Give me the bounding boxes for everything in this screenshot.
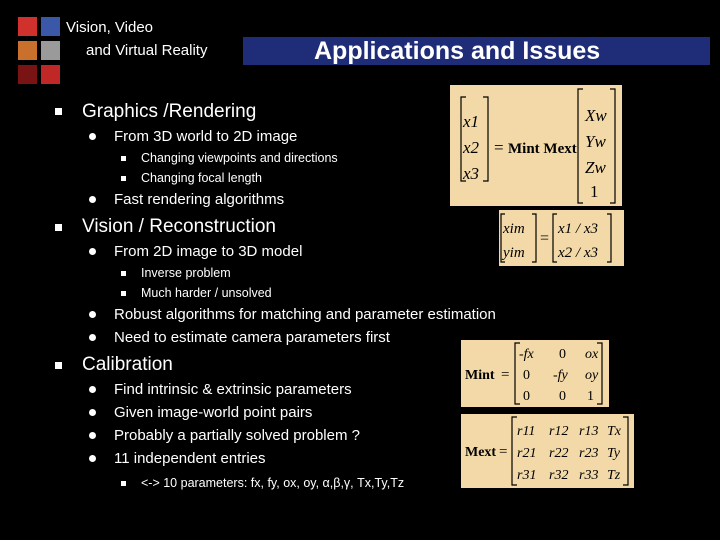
bullet-marker	[89, 248, 96, 255]
list-item: Probably a partially solved problem ?	[114, 427, 360, 444]
matrix-product: Mint Mext	[508, 141, 577, 157]
bullet-marker	[89, 334, 96, 341]
section-heading: Graphics /Rendering	[82, 101, 257, 122]
logo-square	[18, 65, 37, 84]
matrix-cell: -fy	[553, 368, 568, 383]
sub-item: Much harder / unsolved	[141, 286, 272, 300]
bullet-marker	[89, 432, 96, 439]
list-item: Robust algorithms for matching and parameter estimation	[114, 306, 496, 323]
lhs-entry: xim	[503, 221, 525, 237]
rhs-entry: x2 / x3	[558, 245, 598, 261]
logo-square	[41, 65, 60, 84]
matrix-cell: 1	[587, 389, 594, 404]
matrix-cell: r31	[517, 468, 537, 483]
intrinsic-matrix	[461, 340, 609, 407]
list-item: From 2D image to 3D model	[114, 243, 303, 260]
matrix-name: Mint	[465, 368, 495, 383]
projection-equation	[450, 85, 622, 206]
section-heading: Calibration	[82, 354, 173, 375]
matrix-cell: r23	[579, 446, 599, 461]
course-title-line1: Vision, Video	[66, 19, 154, 36]
matrix-cell: 0	[523, 368, 530, 383]
rhs-entry: 1	[590, 182, 599, 201]
bullet-marker	[121, 481, 126, 486]
rhs-entry: Zw	[585, 158, 606, 177]
list-item: Find intrinsic & extrinsic parameters	[114, 381, 352, 398]
matrix-cell: 0	[559, 389, 566, 404]
sub-item: Changing focal length	[141, 171, 262, 185]
list-item: Need to estimate camera parameters first	[114, 329, 390, 346]
lhs-entry: x3	[463, 164, 480, 183]
image-coords-equation	[499, 210, 624, 266]
course-title-line2: and Virtual Reality	[86, 42, 208, 59]
matrix-cell: r32	[549, 468, 569, 483]
bullet-marker	[121, 291, 126, 296]
bullet-marker	[55, 108, 62, 115]
bullet-marker	[121, 176, 126, 181]
bullet-marker	[89, 133, 96, 140]
sub-item: Changing viewpoints and directions	[141, 151, 338, 165]
svg-text:=: =	[499, 444, 508, 460]
rhs-entry: Xw	[585, 106, 607, 125]
matrix-name: Mext	[465, 445, 497, 460]
matrix-cell: Tz	[607, 468, 621, 483]
matrix-cell: r22	[549, 446, 569, 461]
bullet-marker	[55, 224, 62, 231]
extrinsic-matrix	[461, 414, 634, 488]
rhs-entry: Yw	[585, 132, 606, 151]
list-item: Fast rendering algorithms	[114, 191, 285, 208]
matrix-cell: -fx	[519, 347, 534, 362]
rhs-entry: x1 / x3	[558, 221, 598, 237]
list-item: 11 independent entries	[114, 450, 266, 467]
list-item: From 3D world to 2D image	[114, 128, 298, 145]
lhs-entry: yim	[503, 245, 525, 261]
matrix-cell: r33	[579, 468, 599, 483]
matrix-cell: r21	[517, 446, 537, 461]
svg-text:=: =	[501, 367, 510, 383]
matrix-cell: r11	[517, 424, 536, 439]
bullet-marker	[89, 386, 96, 393]
sub-item: Inverse problem	[141, 266, 231, 280]
bullet-marker	[89, 311, 96, 318]
matrix-cell: r13	[579, 424, 599, 439]
bullet-marker	[89, 455, 96, 462]
sub-item: <-> 10 parameters: fx, fy, ox, oy, α,β,γ, Tx,Ty,Tz	[141, 476, 405, 490]
svg-text:=: =	[540, 230, 550, 247]
logo-square	[18, 41, 37, 60]
bullet-marker	[89, 409, 96, 416]
bullet-marker	[55, 362, 62, 369]
lhs-entry: x1	[463, 112, 480, 131]
logo-square	[18, 17, 37, 36]
matrix-cell: 0	[559, 347, 566, 362]
slide-title: Applications and Issues	[314, 37, 601, 65]
list-item: Given image-world point pairs	[114, 404, 313, 421]
matrix-cell: Tx	[607, 424, 621, 439]
matrix-cell: oy	[585, 368, 599, 383]
section-heading: Vision / Reconstruction	[82, 216, 276, 237]
bullet-marker	[121, 156, 126, 161]
lhs-entry: x2	[463, 138, 480, 157]
matrix-cell: Ty	[607, 446, 620, 461]
matrix-cell: r12	[549, 424, 569, 439]
logo-square	[41, 41, 60, 60]
bullet-marker	[89, 196, 96, 203]
logo-square	[41, 17, 60, 36]
matrix-cell: ox	[585, 347, 599, 362]
svg-text:=: =	[494, 138, 504, 157]
bullet-marker	[121, 271, 126, 276]
matrix-cell: 0	[523, 389, 530, 404]
